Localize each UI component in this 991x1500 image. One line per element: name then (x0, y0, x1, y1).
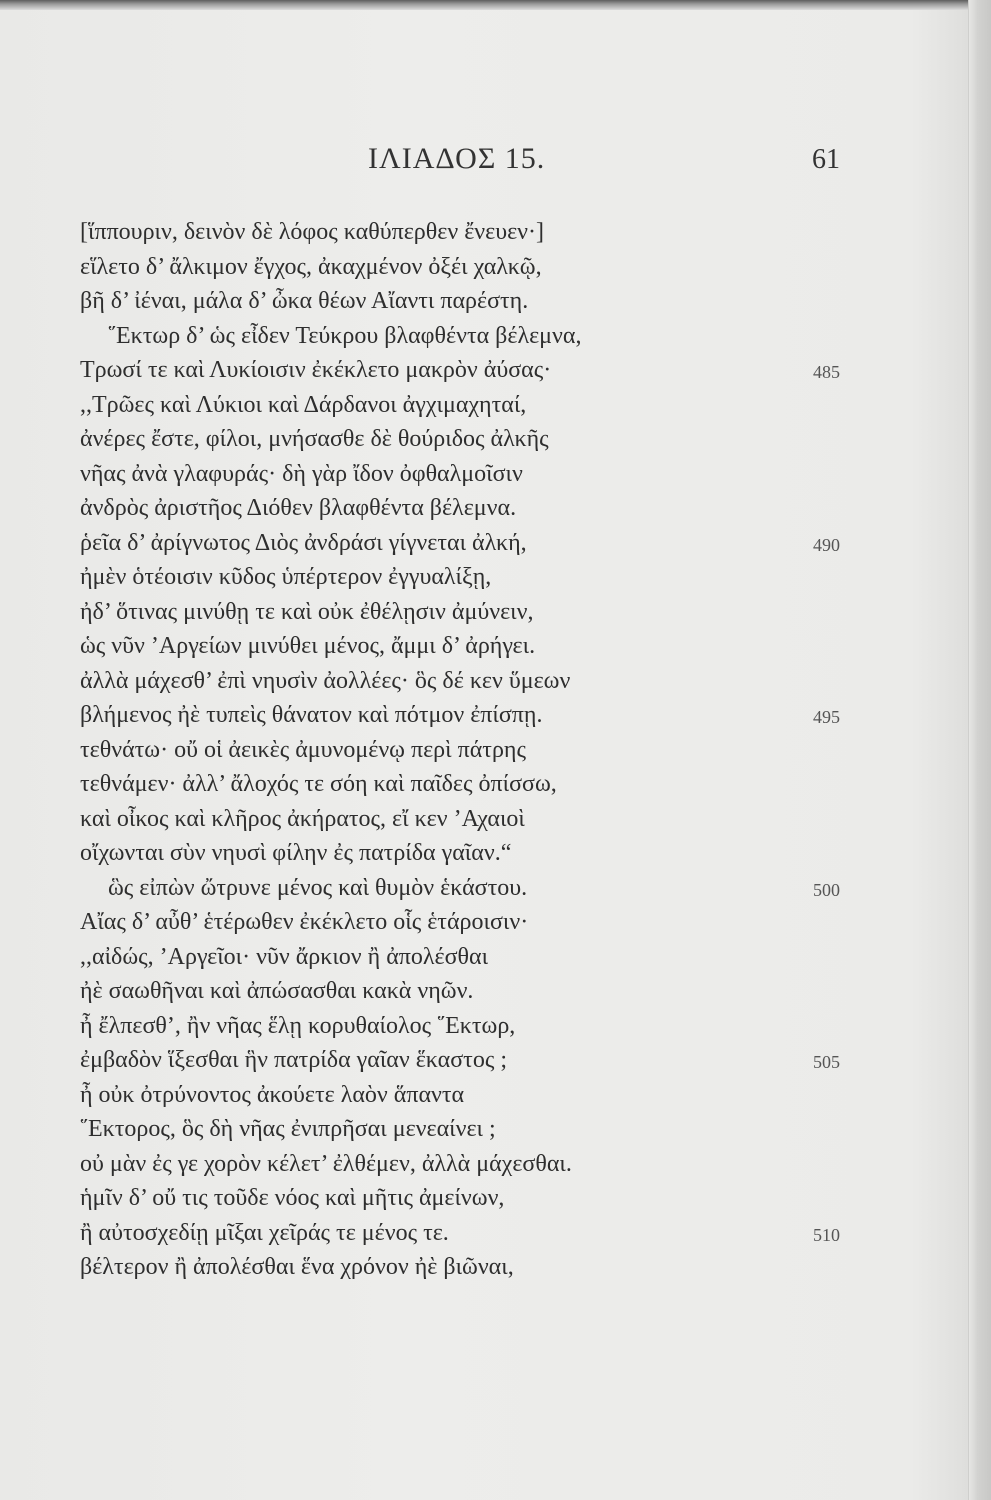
verse-line (80, 1250, 840, 1285)
verse-text: τεθνάτω· οὔ οἱ ἀεικὲς ἀμυνομένῳ περὶ πάτρης (80, 736, 526, 763)
verse-line (80, 560, 840, 595)
verse-text: ἠδ’ ὅτινας μινύθῃ τε καὶ οὐκ ἐθέλῃσιν ἀμύνειν, (80, 598, 534, 625)
verse-text: ῞Εκτωρ δ’ ὡς εἶδεν Τεύκρου βλαφθέντα βέλεμνα, (108, 322, 582, 349)
verse-text: ὡς νῦν ’Αργείων μινύθει μένος, ἄμμι δ’ ἀρήγει. (80, 633, 536, 659)
verse-line (80, 595, 840, 630)
verse-text: νῆας ἀνὰ γλαφυράς· δὴ γὰρ ἴδον ὀφθαλμοῖσιν (80, 460, 523, 487)
line-number: 505 (813, 1052, 840, 1072)
line-number: 490 (813, 534, 840, 555)
verse-text: εἵλετο δ’ ἄλκιμον ἔγχος, ἀκαχμένον ὀξέι χαλκῷ, (80, 253, 542, 280)
verse-text: οἴχωνται σὺν νηυσὶ φίλην ἐς πατρίδα γαῖαν.“ (80, 840, 512, 866)
verse-line (80, 250, 840, 285)
verse-line (80, 388, 840, 423)
verse-line (80, 319, 840, 354)
verse-line (80, 767, 840, 802)
verse-line (80, 1181, 840, 1216)
verse-text: ἢ αὐτοσχεδίῃ μῖξαι χεῖράς τε μένος τε. (80, 1219, 449, 1246)
line-number: 500 (813, 879, 840, 900)
verse-text: ὣς εἰπὼν ὤτρυνε μένος καὶ θυμὸν ἑκάστου. (108, 874, 528, 901)
verse-text: βλήμενος ἠὲ τυπεὶς θάνατον καὶ πότμον ἐπίσπῃ. (80, 702, 543, 728)
verse-text: ,,αἰδώς, ’Αργεῖοι· νῦν ἄρκιον ἢ ἀπολέσθαι (80, 943, 489, 970)
verse-line (80, 733, 840, 768)
line-number: 510 (813, 1224, 840, 1245)
verse-text: βέλτερον ἢ ἀπολέσθαι ἕνα χρόνον ἠὲ βιῶναι, (80, 1254, 514, 1280)
verse-line (80, 664, 840, 699)
page-right-edge (968, 0, 991, 1500)
page-header (80, 142, 840, 182)
verse-text: τεθνάμεν· ἀλλ’ ἄλοχός τε σόη καὶ παῖδες ὀπίσσω, (80, 771, 557, 797)
verse-text: ἐμβαδὸν ἵξεσθαι ἣν πατρίδα γαῖαν ἕκαστος ; (80, 1047, 507, 1073)
verse-line (80, 1078, 840, 1113)
page-top-edge (0, 0, 991, 10)
line-number: 485 (813, 362, 840, 382)
verse-line (80, 491, 840, 526)
verse-line (80, 526, 840, 561)
verse-text: καὶ οἶκος καὶ κλῆρος ἀκήρατος, εἴ κεν ’Αχαιοὶ (80, 805, 525, 832)
verse-line (80, 698, 840, 733)
verse-text: ἀνδρὸς ἀριστῆος Διόθεν βλαφθέντα βέλεμνα. (80, 495, 517, 521)
verse-text: ἦ οὐκ ὀτρύνοντος ἀκούετε λαὸν ἅπαντα (80, 1081, 465, 1108)
verse-line (80, 1147, 840, 1182)
verse-text: ῥεῖα δ’ ἀρίγνωτος Διὸς ἀνδράσι γίγνεται ἀλκή, (80, 529, 527, 556)
verse-line (80, 457, 840, 492)
verse-text: ἀνέρες ἔστε, φίλοι, μνήσασθε δὲ θούριδος ἀλκῆς (80, 426, 549, 452)
verse-text: ἠμὲν ὁτέοισιν κῦδος ὑπέρτερον ἐγγυαλίξῃ, (80, 564, 492, 590)
verse-line (80, 353, 840, 388)
verse-text: Τρωσί τε καὶ Λυκίοισιν ἐκέκλετο μακρὸν ἀύσας· (80, 357, 552, 383)
verse-line (80, 215, 840, 250)
verse-line (80, 974, 840, 1009)
verse-text: ἠὲ σαωθῆναι καὶ ἀπώσασθαι κακὰ νηῶν. (80, 978, 474, 1004)
verse-block (80, 215, 840, 1285)
verse-line (80, 905, 840, 940)
verse-line (80, 1009, 840, 1044)
verse-text: οὐ μὰν ἐς γε χορὸν κέλετ’ ἐλθέμεν, ἀλλὰ μάχεσθαι. (80, 1150, 572, 1177)
verse-line (80, 1112, 840, 1147)
verse-text: ἦ ἔλπεσθ’, ἢν νῆας ἕλῃ κορυθαίολος ῞Εκτωρ, (80, 1012, 516, 1039)
verse-line (80, 940, 840, 975)
verse-line (80, 836, 840, 871)
verse-text: Αἴας δ’ αὖθ’ ἑτέρωθεν ἐκέκλετο οἷς ἑτάροισιν· (80, 909, 529, 935)
verse-text: ἡμῖν δ’ οὔ τις τοῦδε νόος καὶ μῆτις ἀμείνων, (80, 1185, 505, 1211)
verse-line (80, 871, 840, 906)
verse-text: βῆ δ’ ἰέναι, μάλα δ’ ὦκα θέων Αἴαντι παρέστη. (80, 288, 529, 314)
verse-line (80, 422, 840, 457)
verse-line (80, 802, 840, 837)
verse-line (80, 284, 840, 319)
page-number: 61 (812, 144, 840, 175)
verse-text: [ἵππουριν, δεινὸν δὲ λόφος καθύπερθεν ἔνευεν·] (80, 219, 545, 245)
verse-line (80, 629, 840, 664)
verse-line (80, 1043, 840, 1078)
verse-line (80, 1216, 840, 1251)
verse-text: ῞Εκτορος, ὃς δὴ νῆας ἐνιπρῆσαι μενεαίνει ; (80, 1116, 496, 1142)
verse-text: ἀλλὰ μάχεσθ’ ἐπὶ νηυσὶν ἀολλέες· ὃς δέ κεν ὕμεων (80, 667, 571, 694)
line-number: 495 (813, 707, 840, 727)
running-title: ΙΛΙΑΔΟΣ 15. (368, 142, 546, 175)
verse-text: ,,Τρῶες καὶ Λύκιοι καὶ Δάρδανοι ἀγχιμαχηταί, (80, 391, 527, 418)
